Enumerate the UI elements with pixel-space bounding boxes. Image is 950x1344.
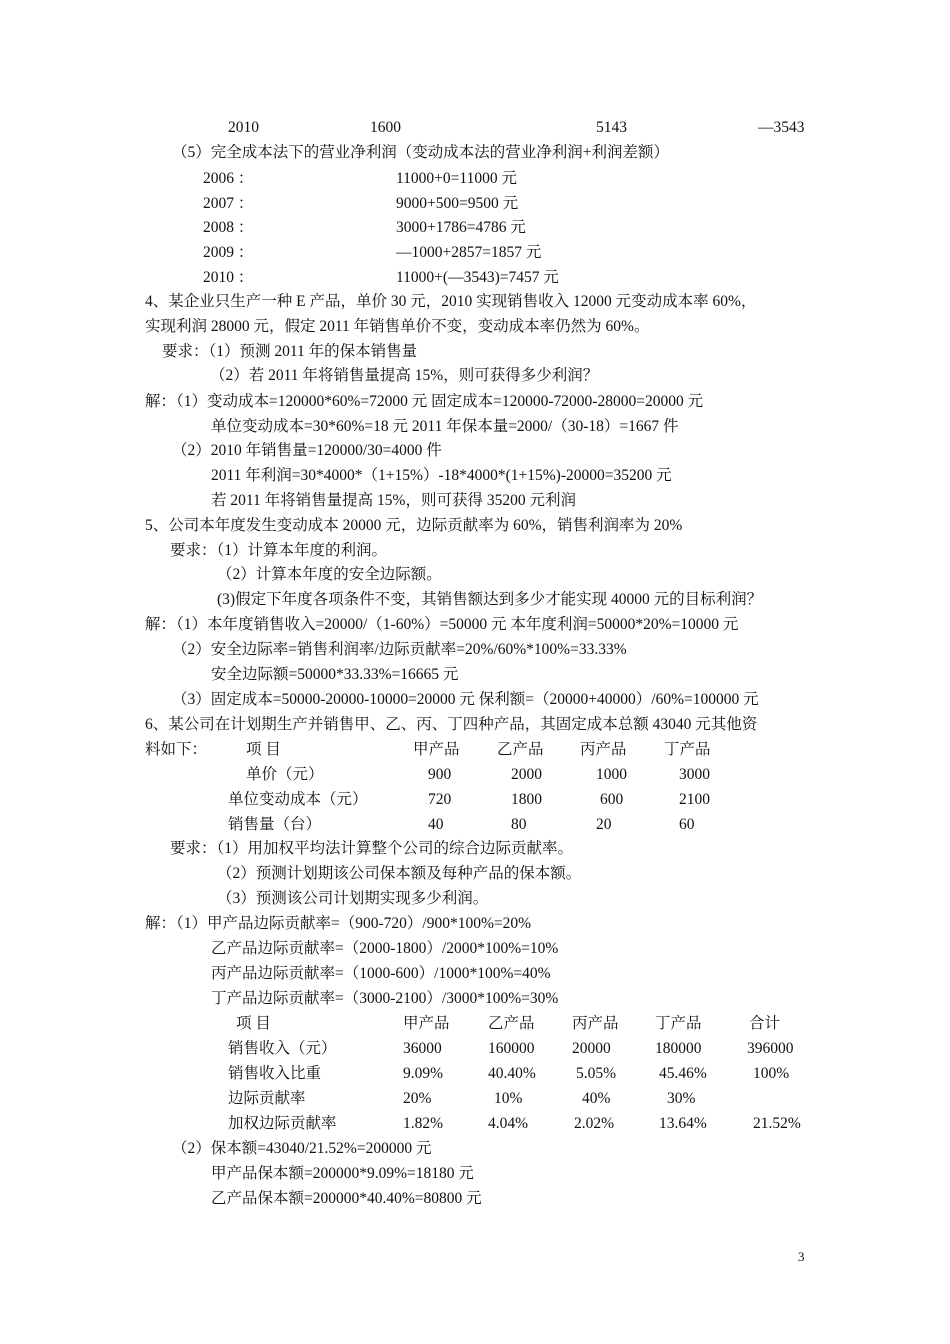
table2-cell: 5.05% [576,1065,617,1082]
section-5-title: （5）完全成本法下的营业净利润（变动成本法的营业净利润+利润差额） [172,144,669,161]
table1-header-cell: 丁产品 [664,741,711,758]
profit-formula: 3000+1786=4786 元 [396,219,526,236]
question-6-solution-3: 丙产品边际贡献率=（1000-600）/1000*100%=40% [211,965,551,982]
question-5-solution-3: 安全边际额=50000*33.33%=16665 元 [211,666,459,683]
page-number: 3 [798,1249,805,1264]
profit-year: 2010 ： [203,269,254,286]
profit-formula: 11000+(—3543)=7457 元 [396,269,559,286]
table1-cell: 2100 [679,791,710,808]
question-4-solution-2: 单位变动成本=30*60%=18 元 2011 年保本量=2000/（30-18）=1667 件 [211,418,679,435]
table2-row-label: 销售收入比重 [228,1065,322,1082]
question-6-requirement-2: （2）预测计划期该公司保本额及每种产品的保本额。 [217,865,582,882]
question-5-requirement-3: (3)假定下年度各项条件不变，其销售额达到多少才能实现 40000 元的目标利润？ [217,591,763,608]
table2-cell: 13.64% [659,1115,707,1132]
table2-cell: 100% [753,1065,790,1082]
table1-row-label: 单位变动成本（元） [228,791,368,808]
table2-cell: 40% [582,1090,611,1107]
profit-formula: —1000+2857=1857 元 [396,244,542,261]
profit-year: 2008 ： [203,219,254,236]
table1-header-cell: 丙产品 [580,741,627,758]
profit-year: 2006 ： [203,170,254,187]
table2-cell: 1.82% [403,1115,444,1132]
question-4-solution-5: 若 2011 年将销售量提高 15%，则可获得 35200 元利润 [211,492,576,509]
table2-header-cell: 甲产品 [403,1015,450,1032]
table1-row-label: 销售量（台） [228,816,322,833]
question-5-solution-1: 解：（1）本年度销售收入=20000/（1-60%）=50000 元 本年度利润=50000*20%=10000 元 [145,616,739,633]
table1-cell: 720 [428,791,452,808]
table2-cell: 9.09% [403,1065,444,1082]
table2-header-cell: 丁产品 [655,1015,702,1032]
table1-cell: 40 [428,816,444,833]
question-5-line-1: 5、公司本年度发生变动成本 20000 元，边际贡献率为 60%，销售利润率为 20% [145,517,683,534]
row-2010-value-a: 1600 [370,119,401,136]
table2-cell: 10% [494,1090,523,1107]
table1-cell: 60 [679,816,695,833]
table2-cell: 4.04% [488,1115,529,1132]
table2-header-cell: 丙产品 [572,1015,619,1032]
question-4-solution-1: 解：（1）变动成本=120000*60%=72000 元 固定成本=120000-72000-28000=20000 元 [145,393,704,410]
question-5-solution-2: （2）安全边际率=销售利润率/边际贡献率=20%/60%*100%=33.33% [172,641,627,658]
table1-cell: 900 [428,766,452,783]
table2-cell: 21.52% [753,1115,801,1132]
question-5-requirement-2: （2）计算本年度的安全边际额。 [217,566,442,583]
table2-cell: 30% [667,1090,696,1107]
question-6-solution-5: （2）保本额=43040/21.52%=200000 元 [172,1140,432,1157]
question-6-solution-2: 乙产品边际贡献率=（2000-1800）/2000*100%=10% [211,940,559,957]
table1-cell: 3000 [679,766,710,783]
row-2010-value-b: 5143 [596,119,627,136]
table1-cell: 1800 [511,791,542,808]
row-2010-year: 2010 [228,119,259,136]
table2-row-label: 销售收入（元） [228,1040,337,1057]
row-2010-value-c: —3543 [758,119,805,136]
question-6-line-2: 料如下： [145,741,208,758]
table2-cell: 36000 [403,1040,442,1057]
table2-row-label: 边际贡献率 [228,1090,306,1107]
table2-cell: 180000 [655,1040,702,1057]
question-6-solution-7: 乙产品保本额=200000*40.40%=80800 元 [211,1190,482,1207]
question-6-solution-1: 解：（1）甲产品边际贡献率=（900-720）/900*100%=20% [145,915,532,932]
table2-row-label: 加权边际贡献率 [228,1115,337,1132]
table2-cell: 20000 [572,1040,611,1057]
question-6-requirement-1: 要求：（1）用加权平均法计算整个公司的综合边际贡献率。 [170,840,574,857]
profit-formula: 9000+500=9500 元 [396,195,519,212]
table2-cell: 45.46% [659,1065,707,1082]
question-6-requirement-3: （3）预测该公司计划期实现多少利润。 [217,890,489,907]
question-4-requirement-1: 要求：（1）预测 2011 年的保本销售量 [162,343,418,360]
table2-cell: 2.02% [574,1115,615,1132]
profit-formula: 11000+0=11000 元 [396,170,517,187]
table2-header-cell: 乙产品 [488,1015,535,1032]
table1-cell: 80 [511,816,527,833]
table2-header-cell: 项 目 [236,1015,271,1032]
table1-cell: 600 [600,791,624,808]
question-5-requirement-1: 要求：（1）计算本年度的利润。 [170,542,388,559]
profit-year: 2009 ： [203,244,254,261]
table1-cell: 1000 [596,766,627,783]
question-4-solution-4: 2011 年利润=30*4000*（1+15%）-18*4000*(1+15%)-20000=35200 元 [211,467,672,484]
question-6-solution-4: 丁产品边际贡献率=（3000-2100）/3000*100%=30% [211,990,559,1007]
table1-cell: 2000 [511,766,542,783]
question-4-line-2: 实现利润 28000 元，假定 2011 年销售单价不变，变动成本率仍然为 60%。 [145,318,650,335]
profit-year: 2007 ： [203,195,254,212]
question-4-line-1: 4、某企业只生产一种 E 产品，单价 30 元，2010 实现销售收入 12000 元变动成本率 60%， [145,293,757,310]
table2-cell: 20% [403,1090,432,1107]
question-5-solution-4: （3）固定成本=50000-20000-10000=20000 元 保利额=（20000+40000）/60%=100000 元 [172,691,759,708]
table1-row-label: 单价（元） [246,766,324,783]
question-4-requirement-2: （2）若 2011 年将销售量提高 15%，则可获得多少利润？ [210,367,599,384]
table2-header-cell: 合计 [749,1015,781,1032]
table2-cell: 40.40% [488,1065,536,1082]
question-4-solution-3: （2）2010 年销售量=120000/30=4000 件 [172,442,442,459]
table1-cell: 20 [596,816,612,833]
table1-header-cell: 项 目 [246,741,281,758]
question-6-line-1: 6、某公司在计划期生产并销售甲、乙、丙、丁四种产品，其固定成本总额 43040 元其他资 [145,716,758,733]
table1-header-cell: 甲产品 [413,741,460,758]
table1-header-cell: 乙产品 [497,741,544,758]
table2-cell: 396000 [747,1040,794,1057]
table2-cell: 160000 [488,1040,535,1057]
question-6-solution-6: 甲产品保本额=200000*9.09%=18180 元 [211,1165,474,1182]
